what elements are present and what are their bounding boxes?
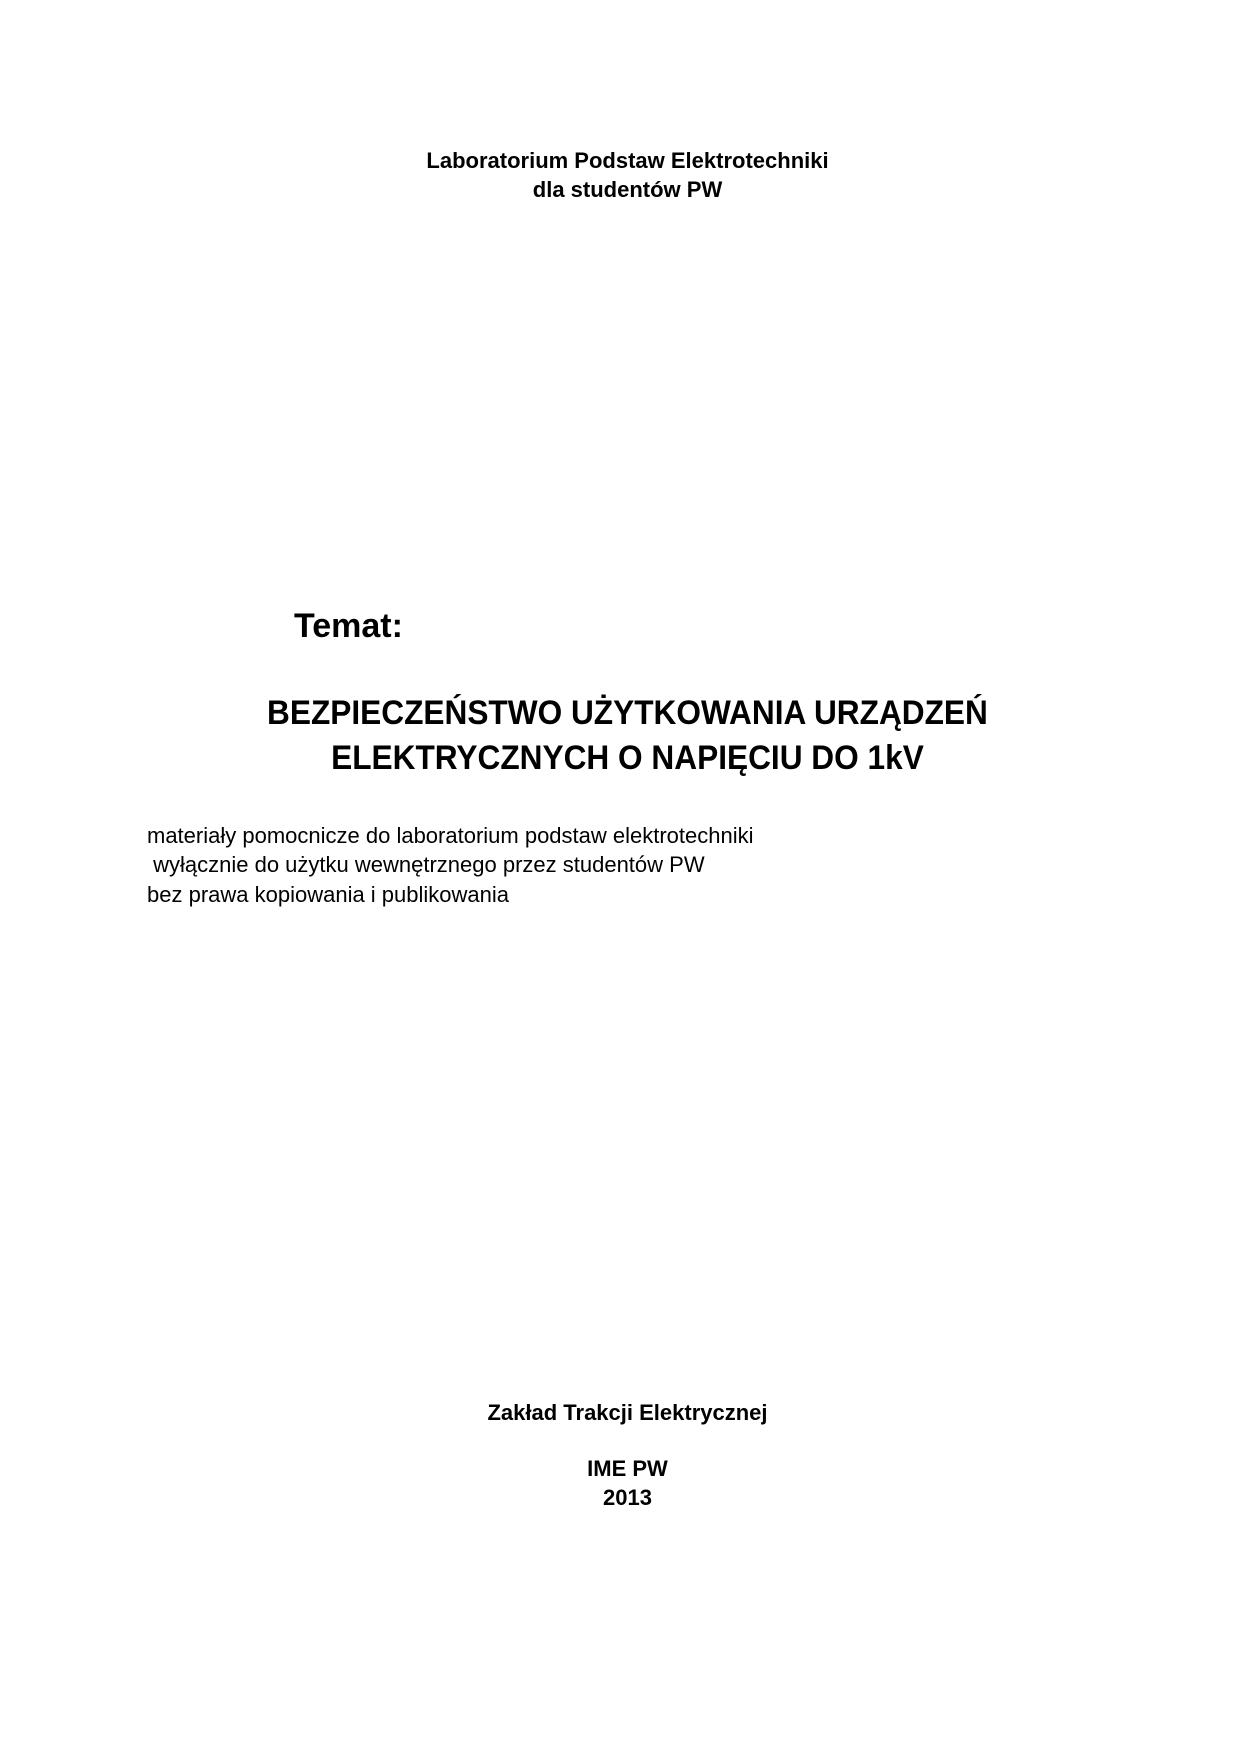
- header-line-1: Laboratorium Podstaw Elektrotechniki: [426, 148, 829, 173]
- description-line-2: wyłącznie do użytku wewnętrznego przez studentów PW: [147, 852, 705, 877]
- title-line-1: BEZPIECZEŃSTWO UŻYTKOWANIA URZĄDZEŃ: [267, 694, 988, 732]
- footer-department: Zakład Trakcji Elektrycznej: [487, 1400, 768, 1425]
- footer-year: 2013: [603, 1485, 652, 1510]
- description-line-3: bez prawa kopiowania i publikowania: [147, 882, 510, 907]
- footer-institute: IME PW: [587, 1456, 668, 1481]
- topic-label: Temat:: [294, 607, 403, 645]
- description-line-1: materiały pomocnicze do laboratorium podstaw elektrotechniki: [147, 823, 754, 848]
- title-line-2: ELEKTRYCZNYCH O NAPIĘCIU DO 1kV: [331, 739, 924, 777]
- header-line-2: dla studentów PW: [532, 177, 723, 202]
